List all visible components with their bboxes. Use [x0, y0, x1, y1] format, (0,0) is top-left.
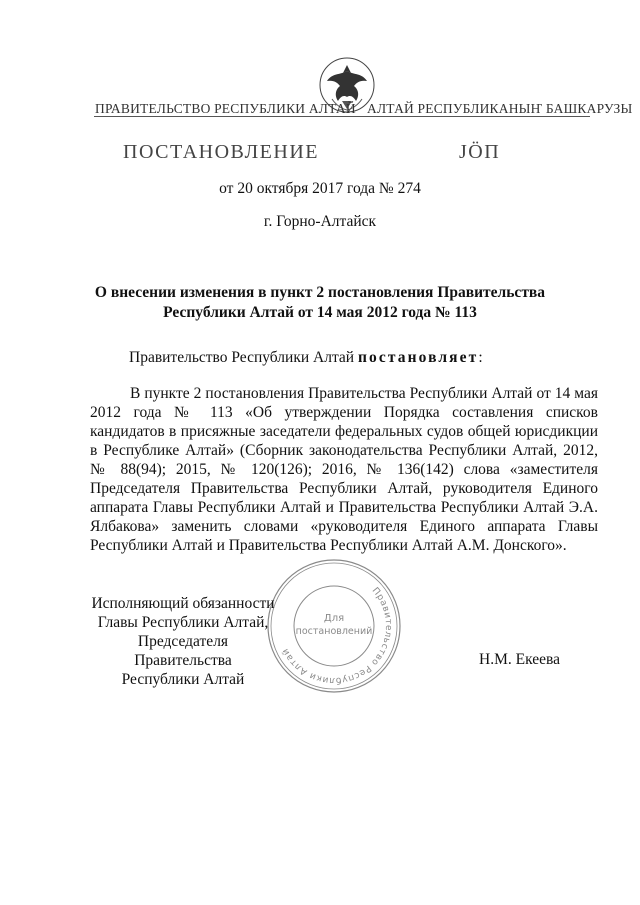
title-line-2: Республики Алтай от 14 мая 2012 года № 113	[163, 304, 477, 321]
signatory-line-4: Республики Алтай	[121, 671, 245, 688]
stamp-center-line-2: постановлений	[295, 626, 373, 637]
resolves-prefix: Правительство Республики Алтай	[129, 349, 355, 366]
document-title	[40, 283, 600, 323]
stamp-center-line-1: Для	[323, 613, 345, 624]
body-paragraph: В пункте 2 постановления Правительства Республики Алтай от 14 мая 2012 года № 113 «Об утверждении Порядка составления списков кандидатов в присяжные заседатели федеральных судов общей юрисдикции в Республике Алтай» (Сборник законодательства Республики Алтай, 2012, № 88(94); 2015, № 120(126); 2016, № 136(142) слова «заместителя Председателя Правительства Республики Алтай, руководителя Единого аппарата Главы Республики Алтай и Правительства Республики Алтай Э.А. Ялбакова» заменить словами «руководителя Единого аппарата Главы Республики Алтай и Правительства Республики Алтай А.М. Донского».	[90, 385, 598, 554]
signatory-line-3: Председателя Правительства	[134, 633, 232, 669]
doc-type-alt: JÖП	[459, 141, 501, 163]
signatory-line-1: Исполняющий обязанности	[91, 595, 275, 612]
stamp-ring-text: Правительство Республики Алтай	[280, 585, 394, 686]
header-left-text: ПРАВИТЕЛЬСТВО РЕСПУБЛИКИ АЛТАЙ	[95, 101, 356, 116]
header-divider	[94, 116, 590, 117]
resolves-verb: постановляет	[357, 349, 479, 366]
doc-type-ru: ПОСТАНОВЛЕНИЕ	[123, 141, 319, 163]
official-stamp	[265, 557, 403, 695]
resolves-suffix: :	[478, 349, 483, 366]
document-city: г. Горно-Алтайск	[263, 213, 377, 230]
header-right-text: АЛТАЙ РЕСПУБЛИКАНЫҤ БАШКАРУЗЫ	[367, 101, 633, 116]
signatory-line-2: Главы Республики Алтай,	[97, 614, 269, 631]
resolves-line	[129, 349, 483, 367]
document-date: от 20 октября 2017 года № 274	[219, 180, 421, 197]
signatory-name: Н.М. Екеева	[479, 651, 560, 668]
title-line-1: О внесении изменения в пункт 2 постановления Правительства	[94, 284, 546, 301]
signatory-position	[88, 594, 278, 689]
